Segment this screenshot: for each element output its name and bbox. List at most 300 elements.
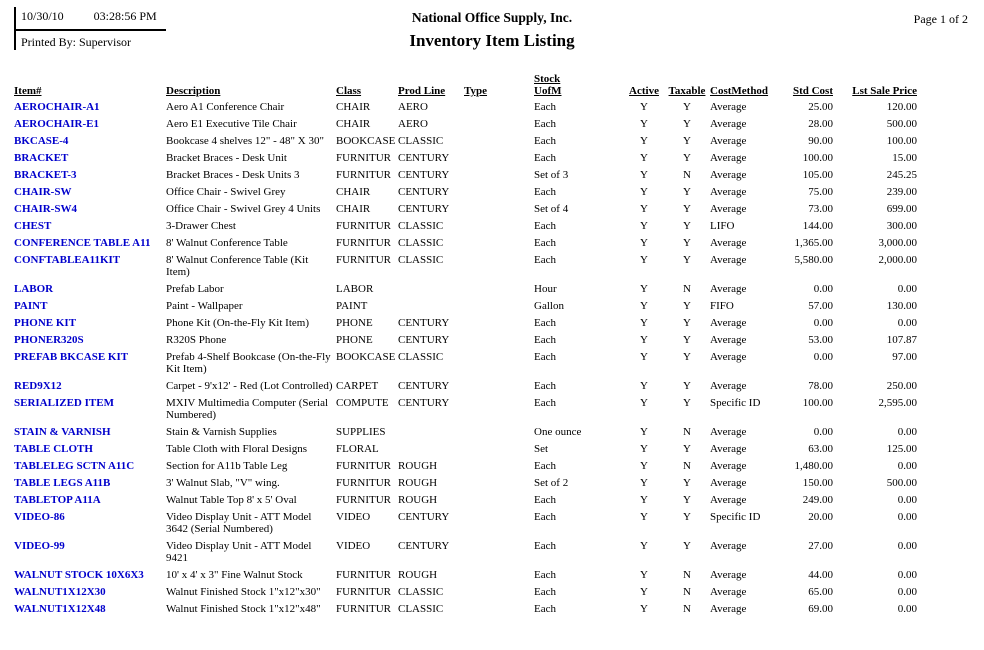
col-header-taxable (666, 71, 710, 99)
uofm-cell: Each (534, 334, 556, 346)
active-cell: Y (640, 380, 648, 392)
std-cost-cell: 27.00 (808, 540, 833, 552)
active-cell: Y (640, 426, 648, 438)
class-cell: CHAIR (336, 101, 371, 113)
cost-method-cell: Average (710, 443, 747, 455)
uofm-cell: Each (534, 603, 556, 615)
prod-line-cell: CENTURY (398, 511, 450, 523)
cost-method-cell: Specific ID (710, 397, 761, 409)
type-cell (464, 441, 534, 458)
uofm-cell: Each (534, 460, 556, 472)
col-header-std-cost (788, 71, 835, 99)
type-cell (464, 475, 534, 492)
type-cell (464, 584, 534, 601)
lst-sale-price-cell: 130.00 (886, 300, 917, 312)
active-cell: Y (640, 334, 648, 346)
lst-sale-price-cell: 0.00 (897, 494, 917, 506)
std-cost-cell: 75.00 (808, 186, 833, 198)
uofm-cell: Each (534, 186, 556, 198)
lst-sale-price-cell: 0.00 (897, 426, 917, 438)
class-cell: FURNITUR (336, 152, 392, 164)
prod-line-cell: CENTURY (398, 317, 450, 329)
item-number-link[interactable]: AEROCHAIR-A1 (14, 101, 100, 113)
table-row (14, 601, 919, 618)
class-cell: PHONE (336, 334, 373, 346)
class-cell: CHAIR (336, 203, 371, 215)
class-cell: SUPPLIES (336, 426, 386, 438)
item-number-link[interactable]: RED9X12 (14, 380, 62, 392)
col-header-type-label: Type (464, 85, 488, 97)
description-cell: Office Chair - Swivel Grey (166, 186, 286, 198)
class-cell: FURNITUR (336, 169, 392, 181)
active-cell: Y (640, 237, 648, 249)
taxable-cell: Y (683, 300, 691, 312)
taxable-cell: Y (683, 511, 691, 523)
item-number-link[interactable]: TABLE CLOTH (14, 443, 93, 455)
active-cell: Y (640, 540, 648, 552)
std-cost-cell: 28.00 (808, 118, 833, 130)
table-row (14, 492, 919, 509)
col-header-cost-method (710, 71, 788, 99)
cost-method-cell: FIFO (710, 300, 734, 312)
item-number-link[interactable]: BRACKET (14, 152, 69, 164)
item-number-link[interactable]: CONFERENCE TABLE A11 (14, 237, 151, 249)
lst-sale-price-cell: 699.00 (886, 203, 917, 215)
prod-line-cell: CENTURY (398, 540, 450, 552)
item-number-link[interactable]: LABOR (14, 283, 54, 295)
item-number-link[interactable]: VIDEO-99 (14, 540, 65, 552)
col-header-item (14, 71, 166, 99)
lst-sale-price-cell: 97.00 (892, 351, 917, 363)
cost-method-cell: Average (710, 237, 747, 249)
active-cell: Y (640, 494, 648, 506)
print-stamp-datetime (16, 7, 166, 31)
uofm-cell: Each (534, 118, 556, 130)
class-cell: FURNITUR (336, 494, 392, 506)
uofm-cell: Each (534, 380, 556, 392)
uofm-cell: Each (534, 351, 556, 363)
col-header-description (166, 71, 336, 99)
active-cell: Y (640, 203, 648, 215)
description-cell: Walnut Table Top 8' x 5' Oval (166, 494, 297, 506)
std-cost-cell: 0.00 (813, 351, 833, 363)
class-cell: COMPUTE (336, 397, 389, 409)
std-cost-cell: 25.00 (808, 101, 833, 113)
std-cost-cell: 65.00 (808, 586, 833, 598)
type-cell (464, 458, 534, 475)
description-cell: 3' Walnut Slab, "V" wing. (166, 477, 280, 489)
prod-line-cell (398, 298, 464, 315)
active-cell: Y (640, 460, 648, 472)
item-number-link[interactable]: WALNUT1X12X48 (14, 603, 106, 615)
cost-method-cell: Average (710, 586, 747, 598)
item-number-link[interactable]: CHAIR-SW (14, 186, 72, 198)
class-cell: FURNITUR (336, 220, 392, 232)
description-cell: Section for A11b Table Leg (166, 460, 288, 472)
table-row (14, 395, 919, 424)
type-cell (464, 218, 534, 235)
description-cell: MXIV Multimedia Computer (Serial Numbered) (166, 397, 329, 421)
table-row (14, 441, 919, 458)
table-row (14, 184, 919, 201)
page-indicator: Page 1 of 2 (913, 12, 968, 26)
uofm-cell: Each (534, 135, 556, 147)
lst-sale-price-cell: 107.87 (886, 334, 917, 346)
prod-line-cell: CLASSIC (398, 254, 444, 266)
item-number-link[interactable]: TABLELEG SCTN A11C (14, 460, 135, 472)
prod-line-cell: AERO (398, 118, 428, 130)
lst-sale-price-cell: 250.00 (886, 380, 917, 392)
item-number-link[interactable]: CONFTABLEA11KIT (14, 254, 121, 266)
taxable-cell: Y (683, 477, 691, 489)
taxable-cell: N (683, 603, 691, 615)
cost-method-cell: Average (710, 186, 747, 198)
class-cell: BOOKCASE (336, 351, 396, 363)
cost-method-cell: Average (710, 169, 747, 181)
col-header-stock-label: Stock (534, 73, 561, 85)
taxable-cell: Y (683, 494, 691, 506)
col-header-description-label: Description (166, 85, 221, 97)
type-cell (464, 281, 534, 298)
prod-line-cell: CLASSIC (398, 351, 444, 363)
description-cell: 3-Drawer Chest (166, 220, 236, 232)
report-title: Inventory Item Listing (409, 31, 575, 50)
taxable-cell: N (683, 586, 691, 598)
table-row (14, 475, 919, 492)
description-cell: 10' x 4' x 3" Fine Walnut Stock (166, 569, 303, 581)
prod-line-cell: CENTURY (398, 334, 450, 346)
lst-sale-price-cell: 0.00 (897, 586, 917, 598)
cost-method-cell: Average (710, 152, 747, 164)
description-cell: Stain & Varnish Supplies (166, 426, 277, 438)
prod-line-cell: CENTURY (398, 397, 450, 409)
std-cost-cell: 0.00 (813, 283, 833, 295)
table-row (14, 424, 919, 441)
lst-sale-price-cell: 500.00 (886, 477, 917, 489)
table-row (14, 150, 919, 167)
uofm-cell: Each (534, 237, 556, 249)
cost-method-cell: Average (710, 494, 747, 506)
table-row (14, 252, 919, 281)
taxable-cell: Y (683, 351, 691, 363)
col-header-lst-sale-price (835, 71, 919, 99)
prod-line-cell: CLASSIC (398, 220, 444, 232)
cost-method-cell: LIFO (710, 220, 735, 232)
col-header-cost-method-label: CostMethod (710, 85, 769, 97)
taxable-cell: Y (683, 186, 691, 198)
active-cell: Y (640, 397, 648, 409)
taxable-cell: Y (683, 135, 691, 147)
lst-sale-price-cell: 120.00 (886, 101, 917, 113)
lst-sale-price-cell: 245.25 (886, 169, 917, 181)
description-cell: Prefab 4-Shelf Bookcase (On-the-Fly Kit Item) (166, 351, 331, 375)
taxable-cell: Y (683, 334, 691, 346)
prod-line-cell: CLASSIC (398, 586, 444, 598)
std-cost-cell: 44.00 (808, 569, 833, 581)
std-cost-cell: 53.00 (808, 334, 833, 346)
description-cell: Prefab Labor (166, 283, 224, 295)
uofm-cell: Each (534, 317, 556, 329)
uofm-cell: Set of 3 (534, 169, 569, 181)
taxable-cell: Y (683, 380, 691, 392)
cost-method-cell: Average (710, 101, 747, 113)
col-header-class (336, 71, 398, 99)
col-header-prod-line (398, 71, 464, 99)
lst-sale-price-cell: 15.00 (892, 152, 917, 164)
item-number-link[interactable]: VIDEO-86 (14, 511, 65, 523)
item-number-link[interactable]: PHONE KIT (14, 317, 77, 329)
uofm-cell: Set of 4 (534, 203, 569, 215)
item-number-link[interactable]: PREFAB BKCASE KIT (14, 351, 129, 363)
taxable-cell: Y (683, 397, 691, 409)
description-cell: Bookcase 4 shelves 12" - 48" X 30" (166, 135, 324, 147)
std-cost-cell: 0.00 (813, 317, 833, 329)
table-row (14, 218, 919, 235)
class-cell: FURNITUR (336, 254, 392, 266)
type-cell (464, 378, 534, 395)
table-row (14, 509, 919, 538)
taxable-cell: Y (683, 152, 691, 164)
class-cell: FURNITUR (336, 586, 392, 598)
cost-method-cell: Average (710, 569, 747, 581)
col-header-class-label: Class (336, 85, 362, 97)
item-number-link[interactable]: WALNUT1X12X30 (14, 586, 106, 598)
printed-by: Printed By: Supervisor (21, 35, 131, 49)
lst-sale-price-cell: 500.00 (886, 118, 917, 130)
type-cell (464, 184, 534, 201)
cost-method-cell: Average (710, 460, 747, 472)
type-cell (464, 509, 534, 538)
cost-method-cell: Average (710, 351, 747, 363)
prod-line-cell: CENTURY (398, 380, 450, 392)
table-row (14, 298, 919, 315)
lst-sale-price-cell: 2,000.00 (878, 254, 917, 266)
description-cell: Table Cloth with Floral Designs (166, 443, 307, 455)
table-row (14, 458, 919, 475)
header-row (14, 71, 919, 99)
std-cost-cell: 100.00 (802, 397, 833, 409)
description-cell: Bracket Braces - Desk Unit (166, 152, 287, 164)
taxable-cell: N (683, 569, 691, 581)
description-cell: Video Display Unit - ATT Model 3642 (Serial Numbered) (166, 511, 312, 535)
col-header-lst-sale-price-label: Lst Sale Price (852, 85, 917, 97)
std-cost-cell: 105.00 (802, 169, 833, 181)
table-row (14, 235, 919, 252)
item-number-link[interactable]: TABLETOP A11A (14, 494, 101, 506)
lst-sale-price-cell: 0.00 (897, 569, 917, 581)
item-number-link[interactable]: AEROCHAIR-E1 (14, 118, 99, 130)
lst-sale-price-cell: 0.00 (897, 540, 917, 552)
uofm-cell: Each (534, 494, 556, 506)
description-cell: Office Chair - Swivel Grey 4 Units (166, 203, 321, 215)
description-cell: Aero E1 Executive Tile Chair (166, 118, 297, 130)
prod-line-cell: CENTURY (398, 169, 450, 181)
active-cell: Y (640, 169, 648, 181)
active-cell: Y (640, 254, 648, 266)
item-number-link[interactable]: CHEST (14, 220, 52, 232)
table-row (14, 116, 919, 133)
taxable-cell: N (683, 169, 691, 181)
type-cell (464, 235, 534, 252)
class-cell: CHAIR (336, 186, 371, 198)
table-row (14, 584, 919, 601)
active-cell: Y (640, 351, 648, 363)
inventory-table-body (14, 99, 919, 618)
active-cell: Y (640, 443, 648, 455)
cost-method-cell: Average (710, 426, 747, 438)
active-cell: Y (640, 283, 648, 295)
prod-line-cell (398, 441, 464, 458)
class-cell: LABOR (336, 283, 374, 295)
description-cell: Aero A1 Conference Chair (166, 101, 285, 113)
lst-sale-price-cell: 2,595.00 (878, 397, 917, 409)
company-name: National Office Supply, Inc. (411, 10, 573, 25)
item-number-link[interactable]: BKCASE-4 (14, 135, 69, 147)
inventory-table-header (14, 71, 919, 99)
taxable-cell: Y (683, 237, 691, 249)
cost-method-cell: Average (710, 118, 747, 130)
lst-sale-price-cell: 100.00 (886, 135, 917, 147)
table-row (14, 99, 919, 116)
cost-method-cell: Average (710, 540, 747, 552)
class-cell: PAINT (336, 300, 368, 312)
description-cell: Walnut Finished Stock 1"x12"x48" (166, 603, 321, 615)
active-cell: Y (640, 186, 648, 198)
std-cost-cell: 100.00 (802, 152, 833, 164)
class-cell: FLORAL (336, 443, 379, 455)
cost-method-cell: Specific ID (710, 511, 761, 523)
uofm-cell: Each (534, 101, 556, 113)
type-cell (464, 201, 534, 218)
uofm-cell: Hour (534, 283, 557, 295)
std-cost-cell: 0.00 (813, 426, 833, 438)
description-cell: Walnut Finished Stock 1"x12"x30" (166, 586, 321, 598)
type-cell (464, 424, 534, 441)
type-cell (464, 133, 534, 150)
prod-line-cell: CLASSIC (398, 237, 444, 249)
uofm-cell: Each (534, 569, 556, 581)
cost-method-cell: Average (710, 380, 747, 392)
uofm-cell: Each (534, 511, 556, 523)
table-row (14, 315, 919, 332)
uofm-cell: Set of 2 (534, 477, 569, 489)
lst-sale-price-cell: 0.00 (897, 511, 917, 523)
type-cell (464, 349, 534, 378)
description-cell: 8' Walnut Conference Table (Kit Item) (166, 254, 309, 278)
class-cell: VIDEO (336, 540, 371, 552)
type-cell (464, 252, 534, 281)
type-cell (464, 601, 534, 618)
col-header-type (464, 71, 534, 99)
class-cell: PHONE (336, 317, 373, 329)
lst-sale-price-cell: 300.00 (886, 220, 917, 232)
table-row (14, 538, 919, 567)
taxable-cell: Y (683, 254, 691, 266)
std-cost-cell: 150.00 (802, 477, 833, 489)
col-header-taxable-label: Taxable (668, 85, 706, 97)
active-cell: Y (640, 300, 648, 312)
std-cost-cell: 144.00 (802, 220, 833, 232)
active-cell: Y (640, 569, 648, 581)
class-cell: CHAIR (336, 118, 371, 130)
item-number-link[interactable]: SERIALIZED ITEM (14, 397, 114, 409)
table-row (14, 332, 919, 349)
uofm-cell: Each (534, 397, 556, 409)
item-number-link[interactable]: STAIN & VARNISH (14, 426, 111, 438)
std-cost-cell: 78.00 (808, 380, 833, 392)
prod-line-cell: ROUGH (398, 477, 438, 489)
col-header-active (624, 71, 666, 99)
item-number-link[interactable]: PHONER320S (14, 334, 84, 346)
std-cost-cell: 5,580.00 (794, 254, 833, 266)
lst-sale-price-cell: 125.00 (886, 443, 917, 455)
prod-line-cell: CENTURY (398, 186, 450, 198)
type-cell (464, 167, 534, 184)
prod-line-cell: ROUGH (398, 569, 438, 581)
taxable-cell: Y (683, 118, 691, 130)
item-number-link[interactable]: BRACKET-3 (14, 169, 77, 181)
table-row (14, 378, 919, 395)
prod-line-cell: CLASSIC (398, 603, 444, 615)
class-cell: FURNITUR (336, 477, 392, 489)
active-cell: Y (640, 477, 648, 489)
item-number-link[interactable]: TABLE LEGS A11B (14, 477, 111, 489)
std-cost-cell: 1,480.00 (794, 460, 833, 472)
description-cell: R320S Phone (166, 334, 227, 346)
prod-line-cell: ROUGH (398, 460, 438, 472)
std-cost-cell: 1,365.00 (794, 237, 833, 249)
type-cell (464, 315, 534, 332)
print-time: 03:28:56 PM (93, 9, 157, 23)
active-cell: Y (640, 118, 648, 130)
prod-line-cell: CENTURY (398, 152, 450, 164)
type-cell (464, 116, 534, 133)
item-number-link[interactable]: CHAIR-SW4 (14, 203, 77, 215)
taxable-cell: Y (683, 101, 691, 113)
class-cell: VIDEO (336, 511, 371, 523)
type-cell (464, 332, 534, 349)
lst-sale-price-cell: 0.00 (897, 317, 917, 329)
type-cell (464, 395, 534, 424)
cost-method-cell: Average (710, 603, 747, 615)
col-header-uofm-label: UofM (534, 85, 562, 97)
taxable-cell: N (683, 283, 691, 295)
print-stamp (14, 7, 166, 50)
table-row (14, 201, 919, 218)
lst-sale-price-cell: 3,000.00 (878, 237, 917, 249)
description-cell: Carpet - 9'x12' - Red (Lot Controlled) (166, 380, 333, 392)
table-row (14, 567, 919, 584)
col-header-stock-uofm (534, 71, 624, 99)
std-cost-cell: 57.00 (808, 300, 833, 312)
description-cell: Video Display Unit - ATT Model 9421 (166, 540, 312, 564)
class-cell: FURNITUR (336, 237, 392, 249)
uofm-cell: Each (534, 540, 556, 552)
taxable-cell: N (683, 460, 691, 472)
prod-line-cell: CENTURY (398, 203, 450, 215)
item-number-link[interactable]: PAINT (14, 300, 48, 312)
cost-method-cell: Average (710, 283, 747, 295)
uofm-cell: Each (534, 152, 556, 164)
std-cost-cell: 90.00 (808, 135, 833, 147)
active-cell: Y (640, 152, 648, 164)
item-number-link[interactable]: WALNUT STOCK 10X6X3 (14, 569, 144, 581)
lst-sale-price-cell: 0.00 (897, 460, 917, 472)
type-cell (464, 567, 534, 584)
type-cell (464, 492, 534, 509)
col-header-active-label: Active (629, 85, 659, 97)
type-cell (464, 298, 534, 315)
